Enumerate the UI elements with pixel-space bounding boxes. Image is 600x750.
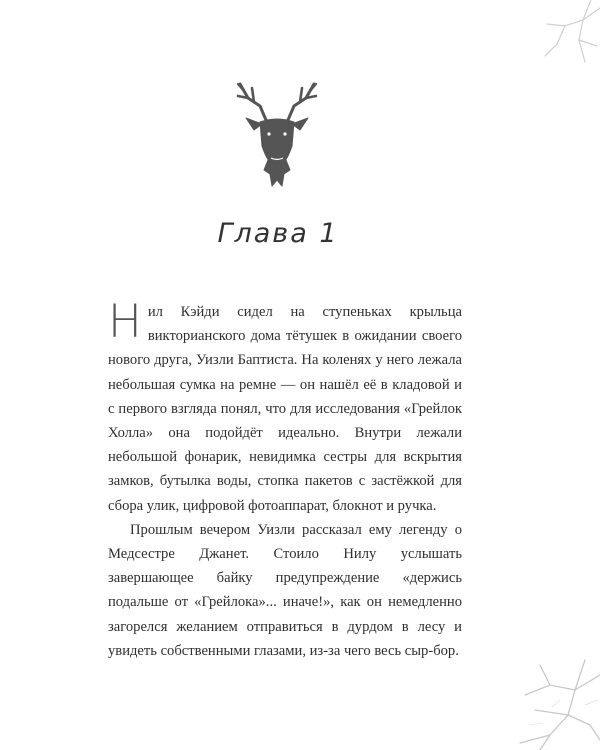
cracked-glass-decoration-top <box>505 0 600 70</box>
paragraph-1 <box>108 295 462 518</box>
cracked-glass-decoration-bottom <box>480 655 600 750</box>
deer-head-icon <box>232 62 322 192</box>
paragraph-2: Прошлым вечером Уизли рассказал ему легенду о Медсестре Джанет. Стоило Нилу услышать завершающее байку предупреждение «держись подальше от «Грейлока»... иначе!», как он немедленно загорелся желанием отправиться в дурдом в лесу и увидеть собственными глазами, из-за чего весь сыр-бор. <box>108 521 462 659</box>
drop-cap: Н <box>108 295 142 348</box>
paragraph-1-text: ил Кэйди сидел на ступеньках крыльца викторианского дома тётушек в ожидании своего нового друга, Уизли Баптиста. На коленях у него лежала небольшая сумка на ремне — он нашёл её в кладовой и с первого взгляда понял, что для исследования «Грейлок Холла» она подойдёт идеально. Внутри лежали небольшой фонарик, невидимка сестры для вскрытия замков, бутылка воды, стопка пакетов с застёжкой для сбора улик, цифровой фотоаппарат, блокнот и ручка. <box>108 304 462 514</box>
chapter-text <box>108 295 462 663</box>
chapter-title: Глава 1 <box>217 218 339 249</box>
